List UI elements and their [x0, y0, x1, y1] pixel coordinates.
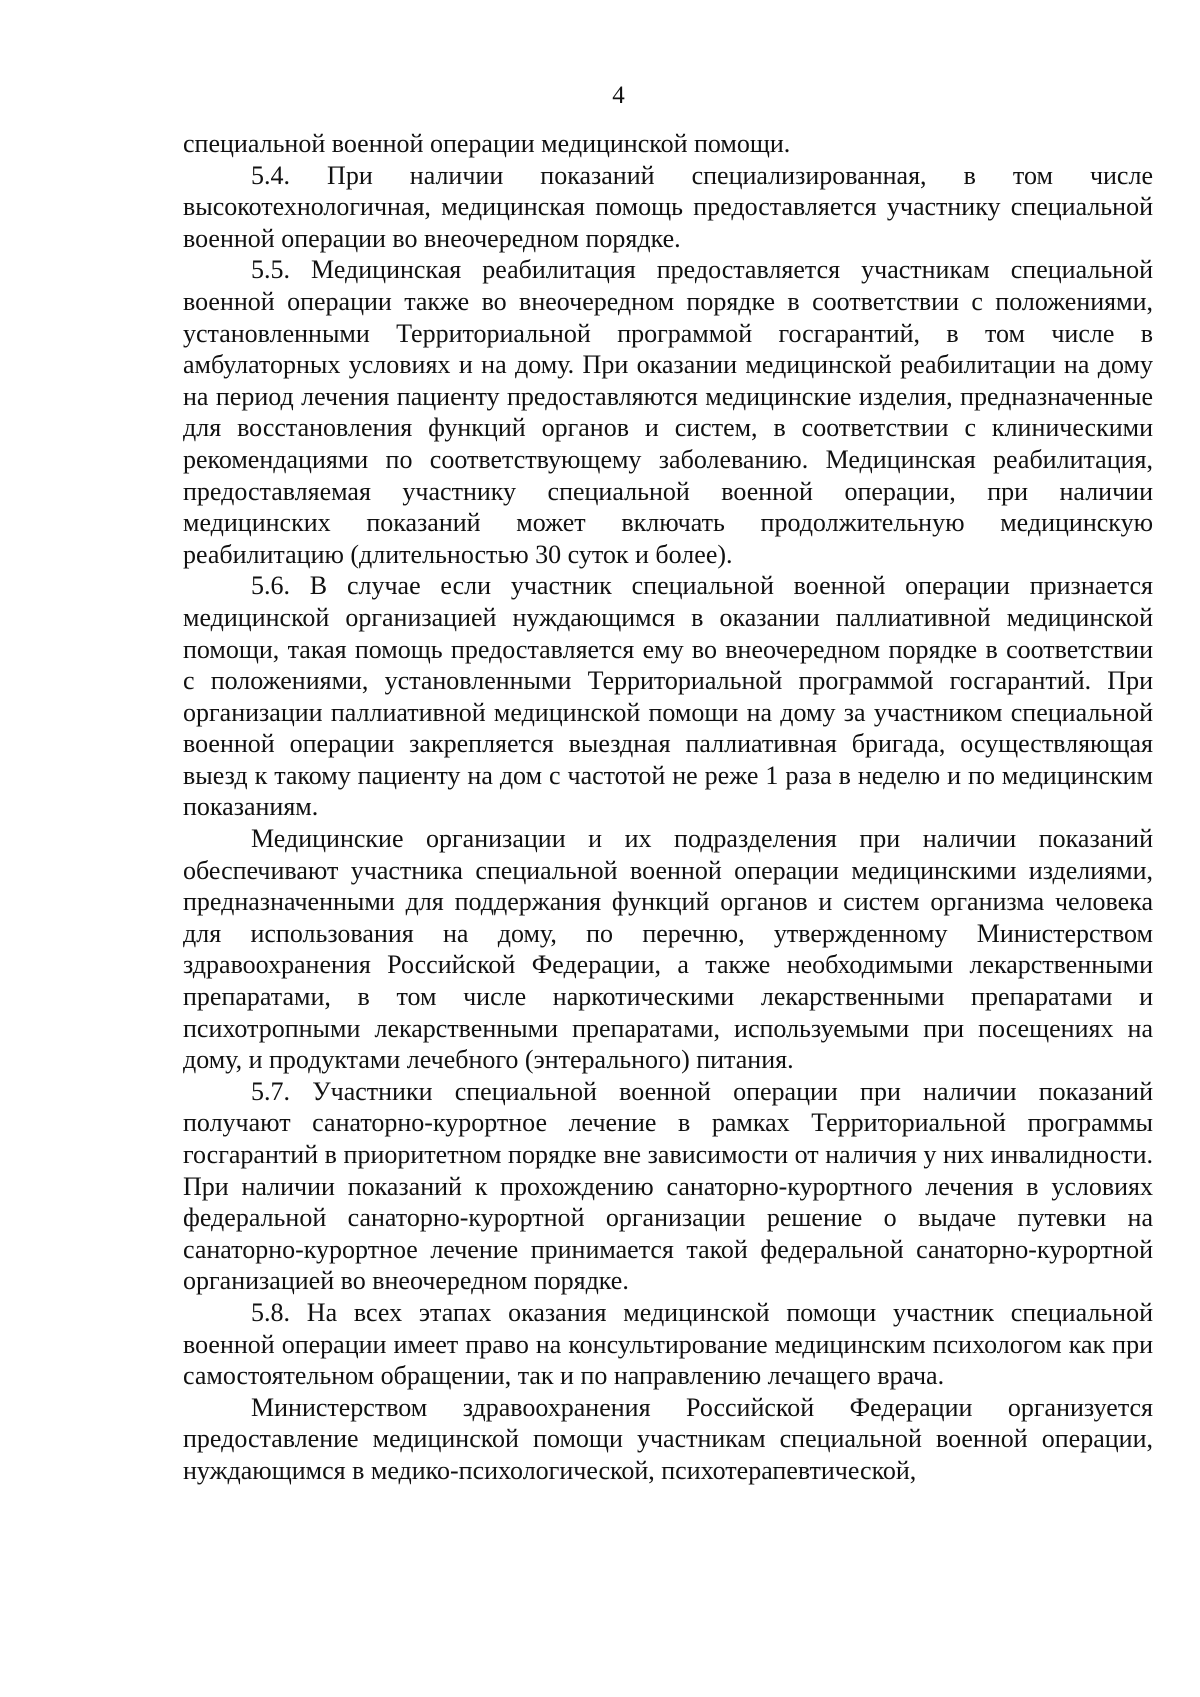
paragraph-continuation: специальной военной операции медицинской помощи.: [183, 129, 791, 158]
paragraph-5-4: 5.4. При наличии показаний специализированная, в том числе высокотехнологичная, медицинская помощь предоставляется участнику специальной военной операции во внеочередном порядке.: [183, 160, 1153, 253]
page-number: 4: [612, 82, 625, 109]
paragraph-5-6: 5.6. В случае если участник специальной военной операции признается медицинской организацией нуждающимся в оказании паллиативной медицинской помощи, такая помощь предоставляется ему во внеочередном порядке в соответствии с положениями, установленными Территориальной программой госгарантий. При организации паллиативной медицинской помощи на дому за участником специальной военной операции закрепляется выездная паллиативная бригада, осуществляющая выезд к такому пациенту на дом с частотой не реже 1 раза в неделю и по медицинским показаниям.: [183, 571, 1153, 822]
paragraph-5-7: 5.7. Участники специальной военной операции при наличии показаний получают санаторно-курортное лечение в рамках Территориальной программы госгарантий в приоритетном порядке вне зависимости от наличия у них инвалидности. При наличии показаний к прохождению санаторно-курортного лечения в условиях федеральной санаторно-курортной организации решение о выдаче путевки на санаторно-курортное лечение принимается такой федеральной санаторно-курортной организацией во внеочередном порядке.: [183, 1076, 1153, 1296]
paragraph-medical-organizations: Медицинские организации и их подразделения при наличии показаний обеспечивают участника специальной военной операции медицинскими изделиями, предназначенными для поддержания функций органов и систем организма человека для использования на дому, по перечню, утвержденному Министерством здравоохранения Российской Федерации, а также необходимыми лекарственными препаратами, в том числе наркотическими лекарственными препаратами и психотропными лекарственными препаратами, используемыми при посещениях на дому, и продуктами лечебного (энтерального) питания.: [183, 824, 1153, 1075]
paragraph-ministry: Министерством здравоохранения Российской Федерации организуется предоставление медицинской помощи участникам специальной военной операции, нуждающимся в медико-психологической, психотерапевтической,: [183, 1392, 1153, 1485]
paragraph-5-5: 5.5. Медицинская реабилитация предоставляется участникам специальной военной операции также во внеочередном порядке в соответствии с положениями, установленными Территориальной программой госгарантий, в том числе в амбулаторных условиях и на дому. При оказании медицинской реабилитации на дому на период лечения пациенту предоставляются медицинские изделия, предназначенные для восстановления функций органов и систем, в соответствии с клиническими рекомендациями по соответствующему заболеванию. Медицинская реабилитация, предоставляемая участнику специальной военной операции, при наличии медицинских показаний может включать продолжительную медицинскую реабилитацию (длительностью 30 суток и более).: [183, 255, 1153, 569]
document-body: [183, 128, 1153, 1487]
paragraph-5-8: 5.8. На всех этапах оказания медицинской помощи участник специальной военной операции имеет право на консультирование медицинским психологом как при самостоятельном обращении, так и по направлению лечащего врача.: [183, 1297, 1153, 1391]
